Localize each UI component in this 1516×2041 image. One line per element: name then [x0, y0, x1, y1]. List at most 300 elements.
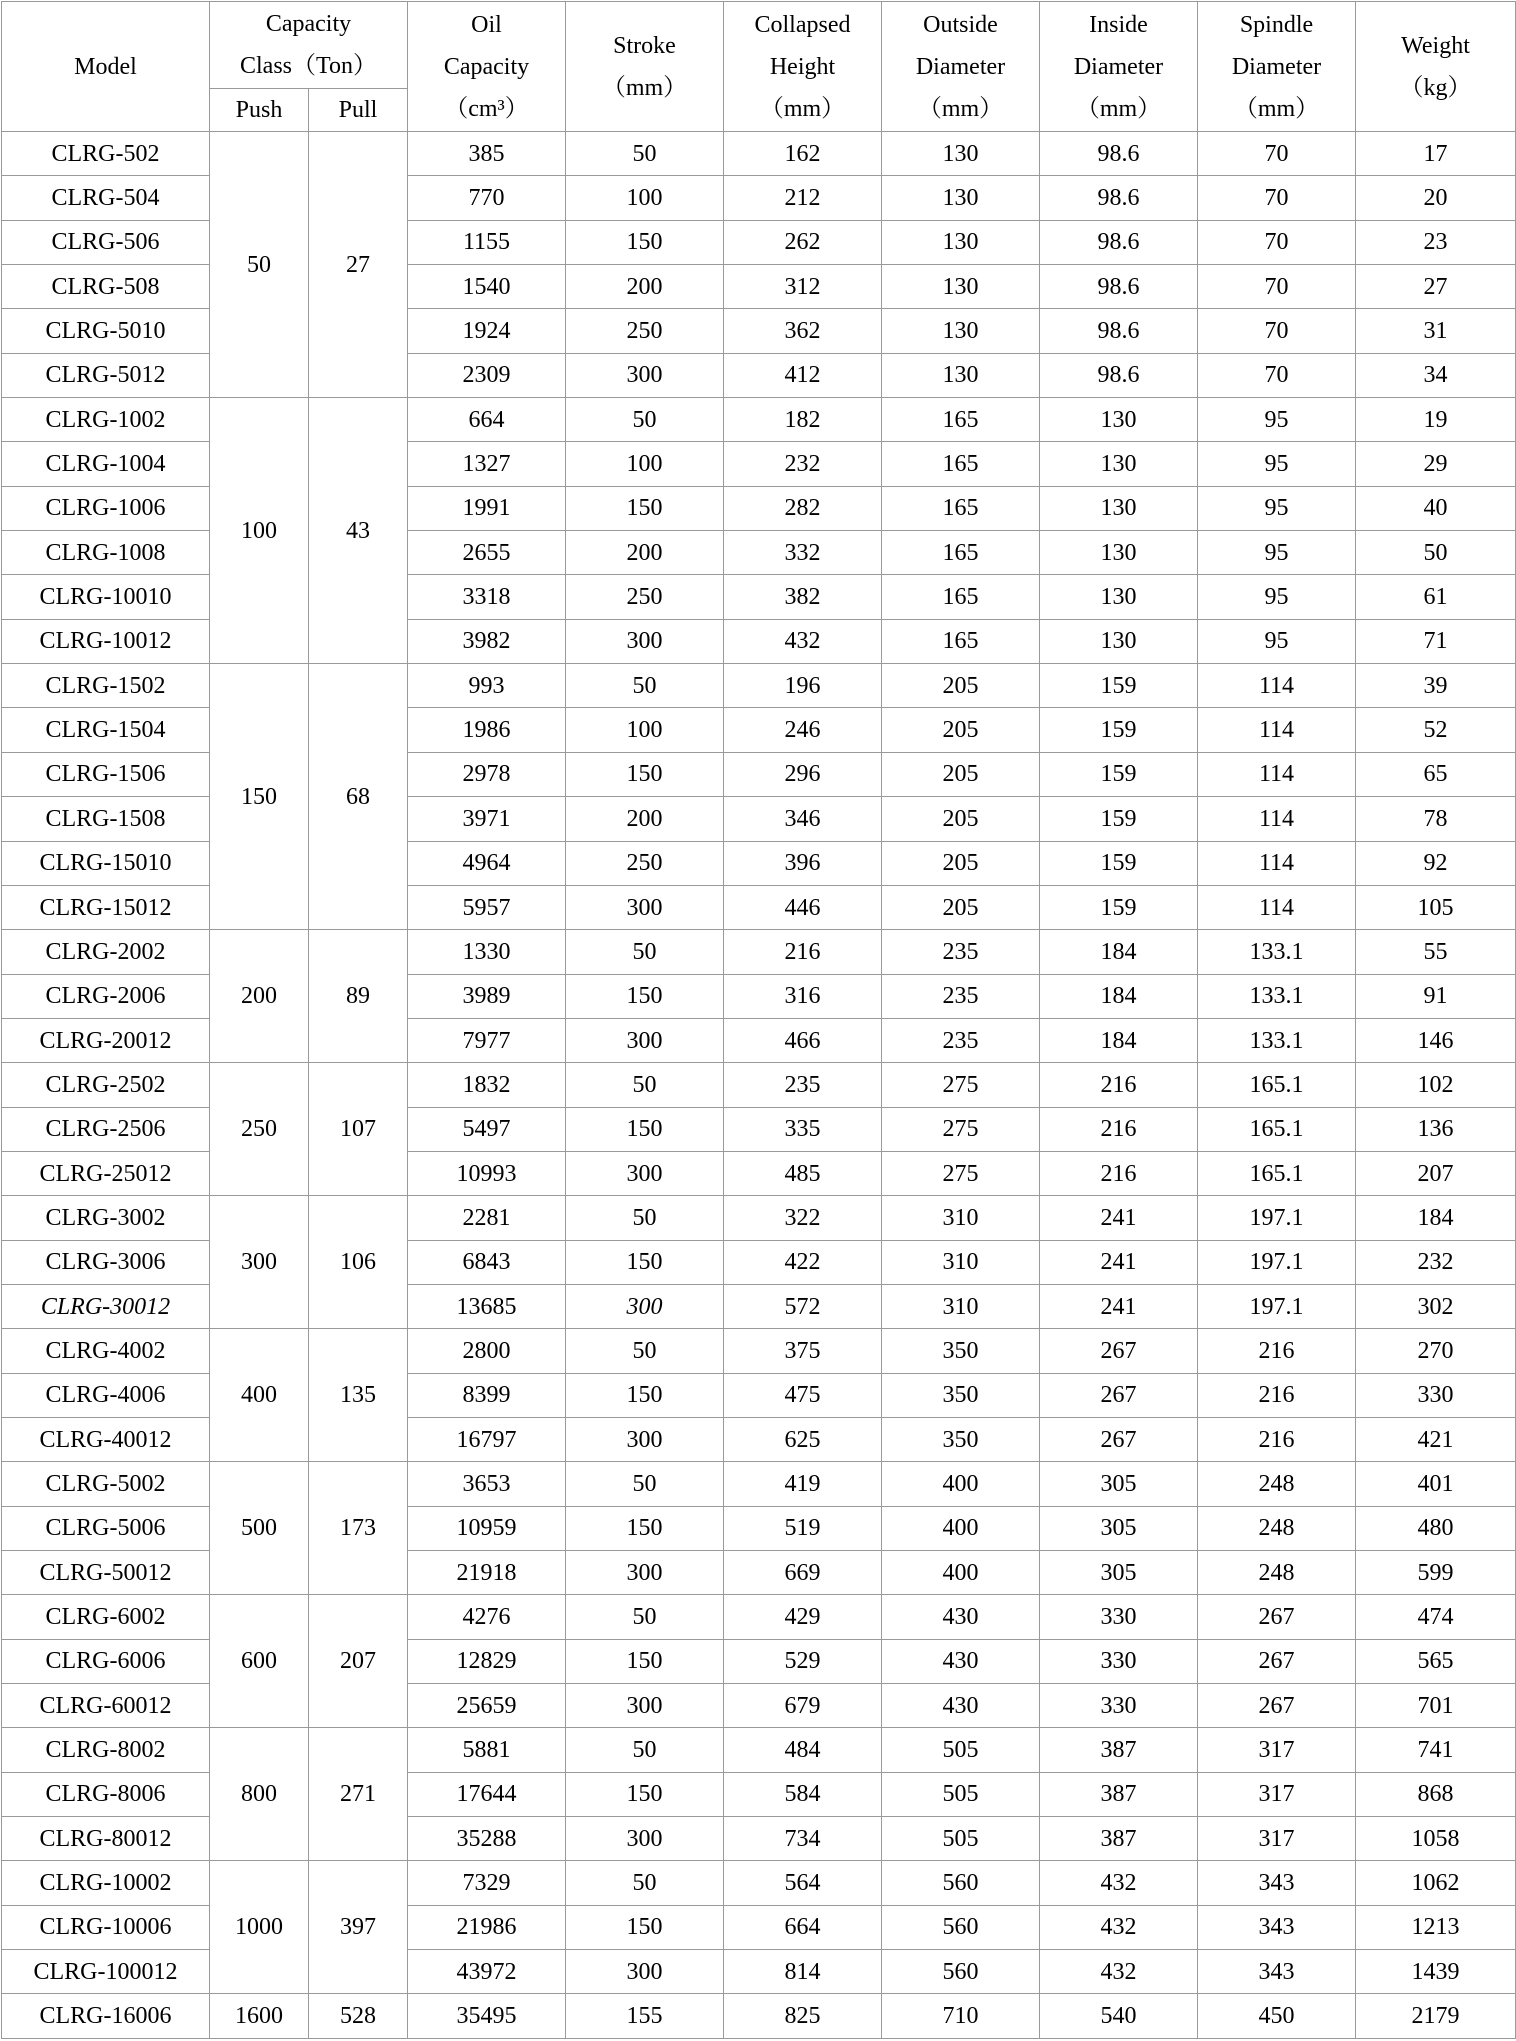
- stroke-cell: 300: [566, 1551, 724, 1595]
- outside-diameter-cell: 505: [882, 1817, 1040, 1861]
- weight-cell: 27: [1356, 265, 1516, 309]
- collapsed-height-cell: 519: [724, 1506, 882, 1550]
- oil-capacity-cell: 16797: [408, 1417, 566, 1461]
- pull-capacity-cell: 107: [309, 1063, 408, 1196]
- pull-capacity-cell: 528: [309, 1994, 408, 2039]
- spindle-diameter-cell: 248: [1198, 1551, 1356, 1595]
- model-cell: CLRG-10006: [2, 1905, 210, 1949]
- collapsed-height-cell: 475: [724, 1373, 882, 1417]
- inside-diameter-cell: 305: [1040, 1551, 1198, 1595]
- collapsed-height-cell: 316: [724, 974, 882, 1018]
- model-cell: CLRG-2006: [2, 974, 210, 1018]
- header-capacity-line2: Class（Ton）: [240, 53, 377, 79]
- stroke-cell: 300: [566, 1817, 724, 1861]
- stroke-cell: 150: [566, 1772, 724, 1816]
- outside-diameter-cell: 205: [882, 752, 1040, 796]
- header-collapsed-line1: Collapsed: [754, 11, 851, 38]
- pull-capacity-cell: 89: [309, 930, 408, 1063]
- oil-capacity-cell: 12829: [408, 1639, 566, 1683]
- oil-capacity-cell: 1155: [408, 220, 566, 264]
- stroke-cell: 300: [566, 1151, 724, 1195]
- inside-diameter-cell: 216: [1040, 1151, 1198, 1195]
- collapsed-height-cell: 419: [724, 1462, 882, 1506]
- collapsed-height-cell: 664: [724, 1905, 882, 1949]
- inside-diameter-cell: 330: [1040, 1684, 1198, 1728]
- stroke-cell: 50: [566, 1728, 724, 1772]
- oil-capacity-cell: 35495: [408, 1994, 566, 2039]
- outside-diameter-cell: 710: [882, 1994, 1040, 2039]
- collapsed-height-cell: 282: [724, 486, 882, 530]
- collapsed-height-cell: 485: [724, 1151, 882, 1195]
- header-outside-unit: （mm）: [917, 95, 1004, 122]
- spindle-diameter-cell: 267: [1198, 1684, 1356, 1728]
- header-inside-diameter: [1040, 2, 1198, 132]
- weight-cell: 146: [1356, 1018, 1516, 1062]
- weight-cell: 19: [1356, 398, 1516, 442]
- oil-capacity-cell: 3982: [408, 619, 566, 663]
- outside-diameter-cell: 205: [882, 841, 1040, 885]
- push-capacity-cell: 100: [210, 398, 309, 664]
- collapsed-height-cell: 825: [724, 1994, 882, 2039]
- spindle-diameter-cell: 114: [1198, 664, 1356, 708]
- spindle-diameter-cell: 95: [1198, 486, 1356, 530]
- collapsed-height-cell: 322: [724, 1196, 882, 1240]
- spindle-diameter-cell: 114: [1198, 885, 1356, 929]
- inside-diameter-cell: 98.6: [1040, 220, 1198, 264]
- stroke-cell: 50: [566, 1462, 724, 1506]
- inside-diameter-cell: 432: [1040, 1950, 1198, 1994]
- model-cell: CLRG-502: [2, 132, 210, 176]
- oil-capacity-cell: 4964: [408, 841, 566, 885]
- model-cell: CLRG-100012: [2, 1950, 210, 1994]
- pull-capacity-cell: 397: [309, 1861, 408, 1994]
- oil-capacity-cell: 1924: [408, 309, 566, 353]
- collapsed-height-cell: 564: [724, 1861, 882, 1905]
- weight-cell: 61: [1356, 575, 1516, 619]
- spindle-diameter-cell: 70: [1198, 265, 1356, 309]
- pull-capacity-cell: 106: [309, 1196, 408, 1329]
- stroke-cell: 50: [566, 132, 724, 176]
- oil-capacity-cell: 385: [408, 132, 566, 176]
- outside-diameter-cell: 235: [882, 1018, 1040, 1062]
- model-cell: CLRG-508: [2, 265, 210, 309]
- model-cell: CLRG-80012: [2, 1817, 210, 1861]
- oil-capacity-cell: 5957: [408, 885, 566, 929]
- oil-capacity-cell: 3989: [408, 974, 566, 1018]
- oil-capacity-cell: 2800: [408, 1329, 566, 1373]
- outside-diameter-cell: 130: [882, 265, 1040, 309]
- inside-diameter-cell: 330: [1040, 1639, 1198, 1683]
- spindle-diameter-cell: 133.1: [1198, 974, 1356, 1018]
- stroke-cell: 100: [566, 442, 724, 486]
- header-pull: Pull: [309, 89, 408, 132]
- outside-diameter-cell: 165: [882, 442, 1040, 486]
- model-cell: CLRG-5010: [2, 309, 210, 353]
- weight-cell: 71: [1356, 619, 1516, 663]
- outside-diameter-cell: 205: [882, 664, 1040, 708]
- weight-cell: 1058: [1356, 1817, 1516, 1861]
- stroke-cell: 300: [566, 885, 724, 929]
- push-capacity-cell: 150: [210, 664, 309, 930]
- spindle-diameter-cell: 70: [1198, 220, 1356, 264]
- header-capacity-class: [210, 2, 408, 89]
- oil-capacity-cell: 7329: [408, 1861, 566, 1905]
- inside-diameter-cell: 98.6: [1040, 353, 1198, 397]
- model-cell: CLRG-15010: [2, 841, 210, 885]
- spindle-diameter-cell: 95: [1198, 398, 1356, 442]
- collapsed-height-cell: 362: [724, 309, 882, 353]
- stroke-cell: 50: [566, 664, 724, 708]
- model-cell: CLRG-2506: [2, 1107, 210, 1151]
- weight-cell: 102: [1356, 1063, 1516, 1107]
- stroke-cell: 100: [566, 708, 724, 752]
- inside-diameter-cell: 241: [1040, 1240, 1198, 1284]
- stroke-cell: 150: [566, 1506, 724, 1550]
- weight-cell: 474: [1356, 1595, 1516, 1639]
- outside-diameter-cell: 505: [882, 1728, 1040, 1772]
- inside-diameter-cell: 387: [1040, 1817, 1198, 1861]
- inside-diameter-cell: 130: [1040, 575, 1198, 619]
- weight-cell: 92: [1356, 841, 1516, 885]
- outside-diameter-cell: 430: [882, 1684, 1040, 1728]
- outside-diameter-cell: 130: [882, 132, 1040, 176]
- spindle-diameter-cell: 267: [1198, 1595, 1356, 1639]
- pull-capacity-cell: 43: [309, 398, 408, 664]
- stroke-cell: 200: [566, 531, 724, 575]
- stroke-cell: 300: [566, 1018, 724, 1062]
- outside-diameter-cell: 400: [882, 1551, 1040, 1595]
- oil-capacity-cell: 993: [408, 664, 566, 708]
- weight-cell: 31: [1356, 309, 1516, 353]
- header-inside-line1: Inside: [1089, 11, 1148, 38]
- oil-capacity-cell: 1327: [408, 442, 566, 486]
- model-cell: CLRG-1008: [2, 531, 210, 575]
- weight-cell: 17: [1356, 132, 1516, 176]
- outside-diameter-cell: 205: [882, 708, 1040, 752]
- header-spindle-line2: Diameter: [1231, 53, 1322, 80]
- spindle-diameter-cell: 317: [1198, 1772, 1356, 1816]
- weight-cell: 2179: [1356, 1994, 1516, 2039]
- outside-diameter-cell: 560: [882, 1950, 1040, 1994]
- table-row: [2, 1994, 1516, 2039]
- header-inside-line2: Diameter: [1073, 53, 1164, 80]
- spindle-diameter-cell: 70: [1198, 353, 1356, 397]
- collapsed-height-cell: 332: [724, 531, 882, 575]
- collapsed-height-cell: 216: [724, 930, 882, 974]
- outside-diameter-cell: 350: [882, 1417, 1040, 1461]
- oil-capacity-cell: 21918: [408, 1551, 566, 1595]
- model-cell: CLRG-1508: [2, 797, 210, 841]
- stroke-cell: 150: [566, 974, 724, 1018]
- model-cell: CLRG-2002: [2, 930, 210, 974]
- collapsed-height-cell: 375: [724, 1329, 882, 1373]
- weight-cell: 65: [1356, 752, 1516, 796]
- outside-diameter-cell: 430: [882, 1595, 1040, 1639]
- oil-capacity-cell: 5497: [408, 1107, 566, 1151]
- model-cell: CLRG-5012: [2, 353, 210, 397]
- stroke-cell: 155: [566, 1994, 724, 2039]
- model-cell: CLRG-8002: [2, 1728, 210, 1772]
- stroke-cell: 50: [566, 1595, 724, 1639]
- weight-cell: 401: [1356, 1462, 1516, 1506]
- oil-capacity-cell: 17644: [408, 1772, 566, 1816]
- spindle-diameter-cell: 70: [1198, 176, 1356, 220]
- header-oil-unit: （cm³）: [444, 95, 529, 122]
- weight-cell: 701: [1356, 1684, 1516, 1728]
- inside-diameter-cell: 184: [1040, 930, 1198, 974]
- push-capacity-cell: 300: [210, 1196, 309, 1329]
- table-row: [2, 1063, 1516, 1107]
- header-oil-line2: Capacity: [443, 53, 530, 80]
- table-row: [2, 1861, 1516, 1905]
- weight-cell: 232: [1356, 1240, 1516, 1284]
- weight-cell: 34: [1356, 353, 1516, 397]
- weight-cell: 105: [1356, 885, 1516, 929]
- inside-diameter-cell: 305: [1040, 1506, 1198, 1550]
- collapsed-height-cell: 584: [724, 1772, 882, 1816]
- model-cell: CLRG-6006: [2, 1639, 210, 1683]
- spindle-diameter-cell: 343: [1198, 1950, 1356, 1994]
- oil-capacity-cell: 6843: [408, 1240, 566, 1284]
- spindle-diameter-cell: 95: [1198, 619, 1356, 663]
- outside-diameter-cell: 165: [882, 398, 1040, 442]
- weight-cell: 270: [1356, 1329, 1516, 1373]
- weight-cell: 136: [1356, 1107, 1516, 1151]
- collapsed-height-cell: 232: [724, 442, 882, 486]
- header-stroke: [566, 2, 724, 132]
- header-stroke-unit: （mm）: [601, 74, 688, 101]
- stroke-cell: 50: [566, 1196, 724, 1240]
- inside-diameter-cell: 159: [1040, 797, 1198, 841]
- push-capacity-cell: 200: [210, 930, 309, 1063]
- header-weight-label: Weight: [1401, 32, 1470, 59]
- model-cell: CLRG-4006: [2, 1373, 210, 1417]
- stroke-cell: 250: [566, 309, 724, 353]
- stroke-cell: 150: [566, 1905, 724, 1949]
- outside-diameter-cell: 205: [882, 797, 1040, 841]
- spec-table: [1, 1, 1516, 2039]
- stroke-cell: 50: [566, 398, 724, 442]
- inside-diameter-cell: 130: [1040, 398, 1198, 442]
- header-push: Push: [210, 89, 309, 132]
- model-cell: CLRG-8006: [2, 1772, 210, 1816]
- header-outside-line1: Outside: [923, 11, 998, 38]
- oil-capacity-cell: 10959: [408, 1506, 566, 1550]
- stroke-cell: 150: [566, 486, 724, 530]
- model-cell: CLRG-15012: [2, 885, 210, 929]
- oil-capacity-cell: 10993: [408, 1151, 566, 1195]
- inside-diameter-cell: 267: [1040, 1373, 1198, 1417]
- collapsed-height-cell: 246: [724, 708, 882, 752]
- outside-diameter-cell: 400: [882, 1506, 1040, 1550]
- model-cell: CLRG-1506: [2, 752, 210, 796]
- collapsed-height-cell: 182: [724, 398, 882, 442]
- push-capacity-cell: 800: [210, 1728, 309, 1861]
- collapsed-height-cell: 312: [724, 265, 882, 309]
- inside-diameter-cell: 130: [1040, 619, 1198, 663]
- outside-diameter-cell: 165: [882, 619, 1040, 663]
- outside-diameter-cell: 130: [882, 220, 1040, 264]
- model-cell: CLRG-10002: [2, 1861, 210, 1905]
- table-row: [2, 1196, 1516, 1240]
- stroke-cell: 150: [566, 220, 724, 264]
- outside-diameter-cell: 130: [882, 309, 1040, 353]
- pull-capacity-cell: 27: [309, 132, 408, 398]
- header-outside-line2: Diameter: [915, 53, 1006, 80]
- outside-diameter-cell: 310: [882, 1196, 1040, 1240]
- table-row: [2, 1728, 1516, 1772]
- pull-capacity-cell: 271: [309, 1728, 408, 1861]
- pull-capacity-cell: 207: [309, 1595, 408, 1728]
- outside-diameter-cell: 350: [882, 1329, 1040, 1373]
- table-row: [2, 664, 1516, 708]
- model-cell: CLRG-50012: [2, 1551, 210, 1595]
- table-row: [2, 930, 1516, 974]
- collapsed-height-cell: 335: [724, 1107, 882, 1151]
- oil-capacity-cell: 35288: [408, 1817, 566, 1861]
- weight-cell: 207: [1356, 1151, 1516, 1195]
- stroke-cell: 150: [566, 1373, 724, 1417]
- header-stroke-label: Stroke: [613, 32, 676, 59]
- weight-cell: 330: [1356, 1373, 1516, 1417]
- oil-capacity-cell: 5881: [408, 1728, 566, 1772]
- weight-cell: 23: [1356, 220, 1516, 264]
- spindle-diameter-cell: 165.1: [1198, 1107, 1356, 1151]
- model-cell: CLRG-1504: [2, 708, 210, 752]
- oil-capacity-cell: 3971: [408, 797, 566, 841]
- spindle-diameter-cell: 70: [1198, 309, 1356, 353]
- weight-cell: 741: [1356, 1728, 1516, 1772]
- header-collapsed-line2: Height: [769, 53, 836, 80]
- model-cell: CLRG-506: [2, 220, 210, 264]
- inside-diameter-cell: 267: [1040, 1417, 1198, 1461]
- table-row: [2, 1329, 1516, 1373]
- header-spindle-diameter: [1198, 2, 1356, 132]
- model-cell: CLRG-3002: [2, 1196, 210, 1240]
- weight-cell: 421: [1356, 1417, 1516, 1461]
- oil-capacity-cell: 1832: [408, 1063, 566, 1107]
- push-capacity-cell: 500: [210, 1462, 309, 1595]
- header-spindle-line1: Spindle: [1239, 11, 1314, 38]
- weight-cell: 1439: [1356, 1950, 1516, 1994]
- table-row: [2, 1595, 1516, 1639]
- oil-capacity-cell: 13685: [408, 1284, 566, 1328]
- outside-diameter-cell: 130: [882, 176, 1040, 220]
- header-oil-capacity: [408, 2, 566, 132]
- inside-diameter-cell: 130: [1040, 486, 1198, 530]
- header-outside-diameter: [882, 2, 1040, 132]
- stroke-cell: 200: [566, 797, 724, 841]
- weight-cell: 91: [1356, 974, 1516, 1018]
- model-cell: CLRG-6002: [2, 1595, 210, 1639]
- weight-cell: 302: [1356, 1284, 1516, 1328]
- spindle-diameter-cell: 114: [1198, 797, 1356, 841]
- model-cell: CLRG-16006: [2, 1994, 210, 2039]
- stroke-cell: 50: [566, 1861, 724, 1905]
- outside-diameter-cell: 235: [882, 974, 1040, 1018]
- spindle-diameter-cell: 267: [1198, 1639, 1356, 1683]
- header-weight-unit: （kg）: [1399, 74, 1472, 101]
- collapsed-height-cell: 625: [724, 1417, 882, 1461]
- oil-capacity-cell: 2655: [408, 531, 566, 575]
- spindle-diameter-cell: 248: [1198, 1462, 1356, 1506]
- collapsed-height-cell: 162: [724, 132, 882, 176]
- oil-capacity-cell: 1330: [408, 930, 566, 974]
- outside-diameter-cell: 165: [882, 486, 1040, 530]
- inside-diameter-cell: 216: [1040, 1063, 1198, 1107]
- outside-diameter-cell: 350: [882, 1373, 1040, 1417]
- weight-cell: 40: [1356, 486, 1516, 530]
- header-collapsed-height: [724, 2, 882, 132]
- inside-diameter-cell: 159: [1040, 752, 1198, 796]
- table-row: [2, 132, 1516, 176]
- collapsed-height-cell: 412: [724, 353, 882, 397]
- collapsed-height-cell: 466: [724, 1018, 882, 1062]
- outside-diameter-cell: 165: [882, 531, 1040, 575]
- inside-diameter-cell: 159: [1040, 841, 1198, 885]
- model-cell: CLRG-1502: [2, 664, 210, 708]
- spindle-diameter-cell: 133.1: [1198, 930, 1356, 974]
- inside-diameter-cell: 159: [1040, 708, 1198, 752]
- spindle-diameter-cell: 197.1: [1198, 1240, 1356, 1284]
- weight-cell: 184: [1356, 1196, 1516, 1240]
- collapsed-height-cell: 679: [724, 1684, 882, 1728]
- stroke-cell: 300: [566, 619, 724, 663]
- oil-capacity-cell: 43972: [408, 1950, 566, 1994]
- collapsed-height-cell: 235: [724, 1063, 882, 1107]
- weight-cell: 55: [1356, 930, 1516, 974]
- collapsed-height-cell: 814: [724, 1950, 882, 1994]
- collapsed-height-cell: 262: [724, 220, 882, 264]
- model-cell: CLRG-3006: [2, 1240, 210, 1284]
- inside-diameter-cell: 159: [1040, 664, 1198, 708]
- table-body: [2, 132, 1516, 2039]
- stroke-cell: 50: [566, 1063, 724, 1107]
- inside-diameter-cell: 98.6: [1040, 132, 1198, 176]
- collapsed-height-cell: 572: [724, 1284, 882, 1328]
- stroke-cell: 150: [566, 1240, 724, 1284]
- inside-diameter-cell: 98.6: [1040, 309, 1198, 353]
- collapsed-height-cell: 422: [724, 1240, 882, 1284]
- collapsed-height-cell: 296: [724, 752, 882, 796]
- spindle-diameter-cell: 343: [1198, 1861, 1356, 1905]
- outside-diameter-cell: 130: [882, 353, 1040, 397]
- spindle-diameter-cell: 216: [1198, 1373, 1356, 1417]
- inside-diameter-cell: 305: [1040, 1462, 1198, 1506]
- spindle-diameter-cell: 165.1: [1198, 1063, 1356, 1107]
- inside-diameter-cell: 184: [1040, 1018, 1198, 1062]
- oil-capacity-cell: 1991: [408, 486, 566, 530]
- push-capacity-cell: 1600: [210, 1994, 309, 2039]
- inside-diameter-cell: 330: [1040, 1595, 1198, 1639]
- weight-cell: 1062: [1356, 1861, 1516, 1905]
- collapsed-height-cell: 396: [724, 841, 882, 885]
- header-inside-unit: （mm）: [1075, 95, 1162, 122]
- spindle-diameter-cell: 216: [1198, 1417, 1356, 1461]
- oil-capacity-cell: 25659: [408, 1684, 566, 1728]
- spindle-diameter-cell: 197.1: [1198, 1196, 1356, 1240]
- stroke-cell: 150: [566, 1639, 724, 1683]
- oil-capacity-cell: 7977: [408, 1018, 566, 1062]
- spindle-diameter-cell: 95: [1198, 442, 1356, 486]
- inside-diameter-cell: 241: [1040, 1284, 1198, 1328]
- model-cell: CLRG-20012: [2, 1018, 210, 1062]
- inside-diameter-cell: 98.6: [1040, 265, 1198, 309]
- stroke-cell: 150: [566, 752, 724, 796]
- inside-diameter-cell: 540: [1040, 1994, 1198, 2039]
- spindle-diameter-cell: 95: [1198, 575, 1356, 619]
- oil-capacity-cell: 2978: [408, 752, 566, 796]
